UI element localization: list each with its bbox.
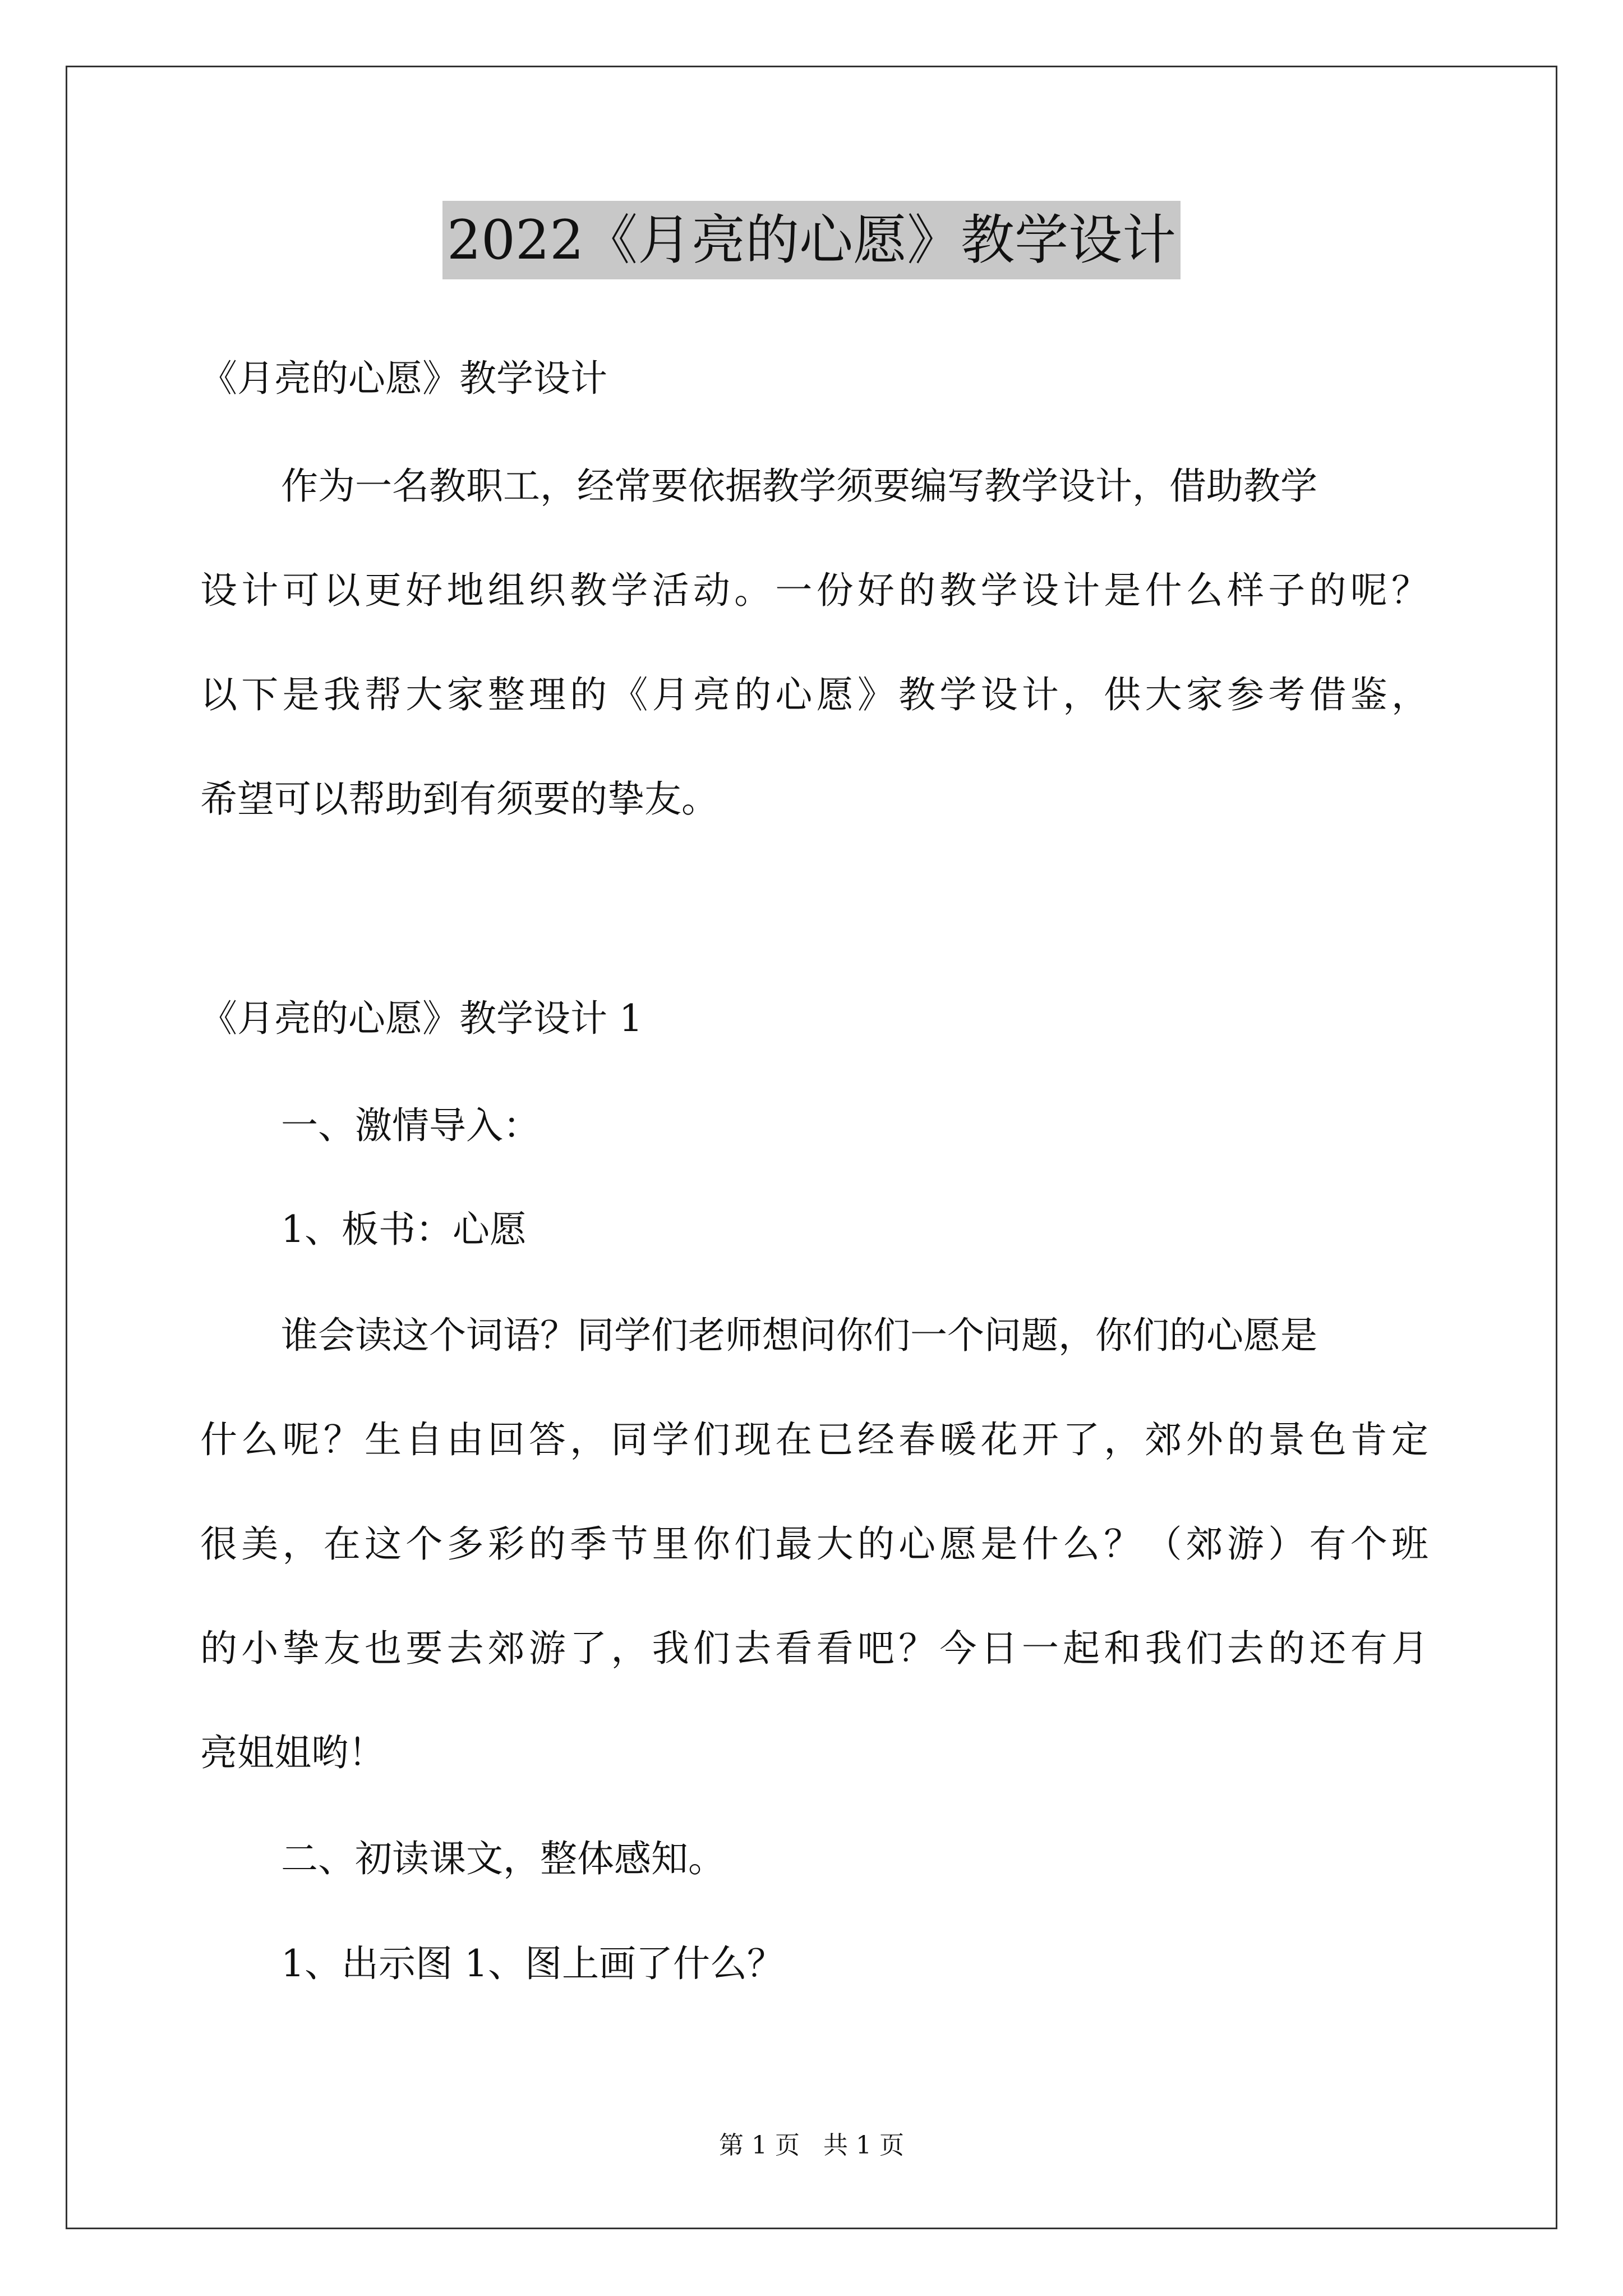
subtitle: 《月亮的心愿》教学设计	[200, 357, 607, 400]
paragraph-line: 的小挚友也要去郊游了，我们去看看吧？今日一起和我们去的还有月	[200, 1627, 1428, 1670]
title-container	[0, 201, 1623, 279]
intro-line: 设计可以更好地组织教学活动。一份好的教学设计是什么样子的呢？	[200, 569, 1428, 612]
page-number: 第 1 页	[719, 2131, 800, 2160]
paragraph-line: 很美，在这个多彩的季节里你们最大的心愿是什么？（郊游）有个班	[200, 1522, 1428, 1566]
step1-heading: 一、激情导入：	[281, 1104, 540, 1147]
intro-line: 希望可以帮助到有须要的挚友。	[200, 777, 718, 821]
step2-heading: 二、初读课文，整体感知。	[281, 1837, 725, 1880]
step1-item: 1、板书：心愿	[281, 1208, 527, 1251]
intro-line: 作为一名教职工，经常要依据教学须要编写教学设计，借助教学	[281, 464, 1317, 508]
paragraph-line: 谁会读这个词语？同学们老师想问你们一个问题，你们的心愿是	[281, 1314, 1317, 1357]
step2-item: 1、出示图 1、图上画了什么？	[281, 1942, 784, 1985]
section-title: 《月亮的心愿》教学设计 1	[200, 997, 643, 1040]
page-total: 共 1 页	[823, 2131, 904, 2160]
page-footer	[0, 2129, 1623, 2162]
intro-line: 以下是我帮大家整理的《月亮的心愿》教学设计，供大家参考借鉴，	[200, 673, 1428, 716]
page-title: 2022《月亮的心愿》教学设计	[442, 201, 1181, 279]
paragraph-line: 亮姐姐哟！	[200, 1731, 385, 1774]
paragraph-line: 什么呢？生自由回答，同学们现在已经春暖花开了，郊外的景色肯定	[200, 1418, 1428, 1461]
